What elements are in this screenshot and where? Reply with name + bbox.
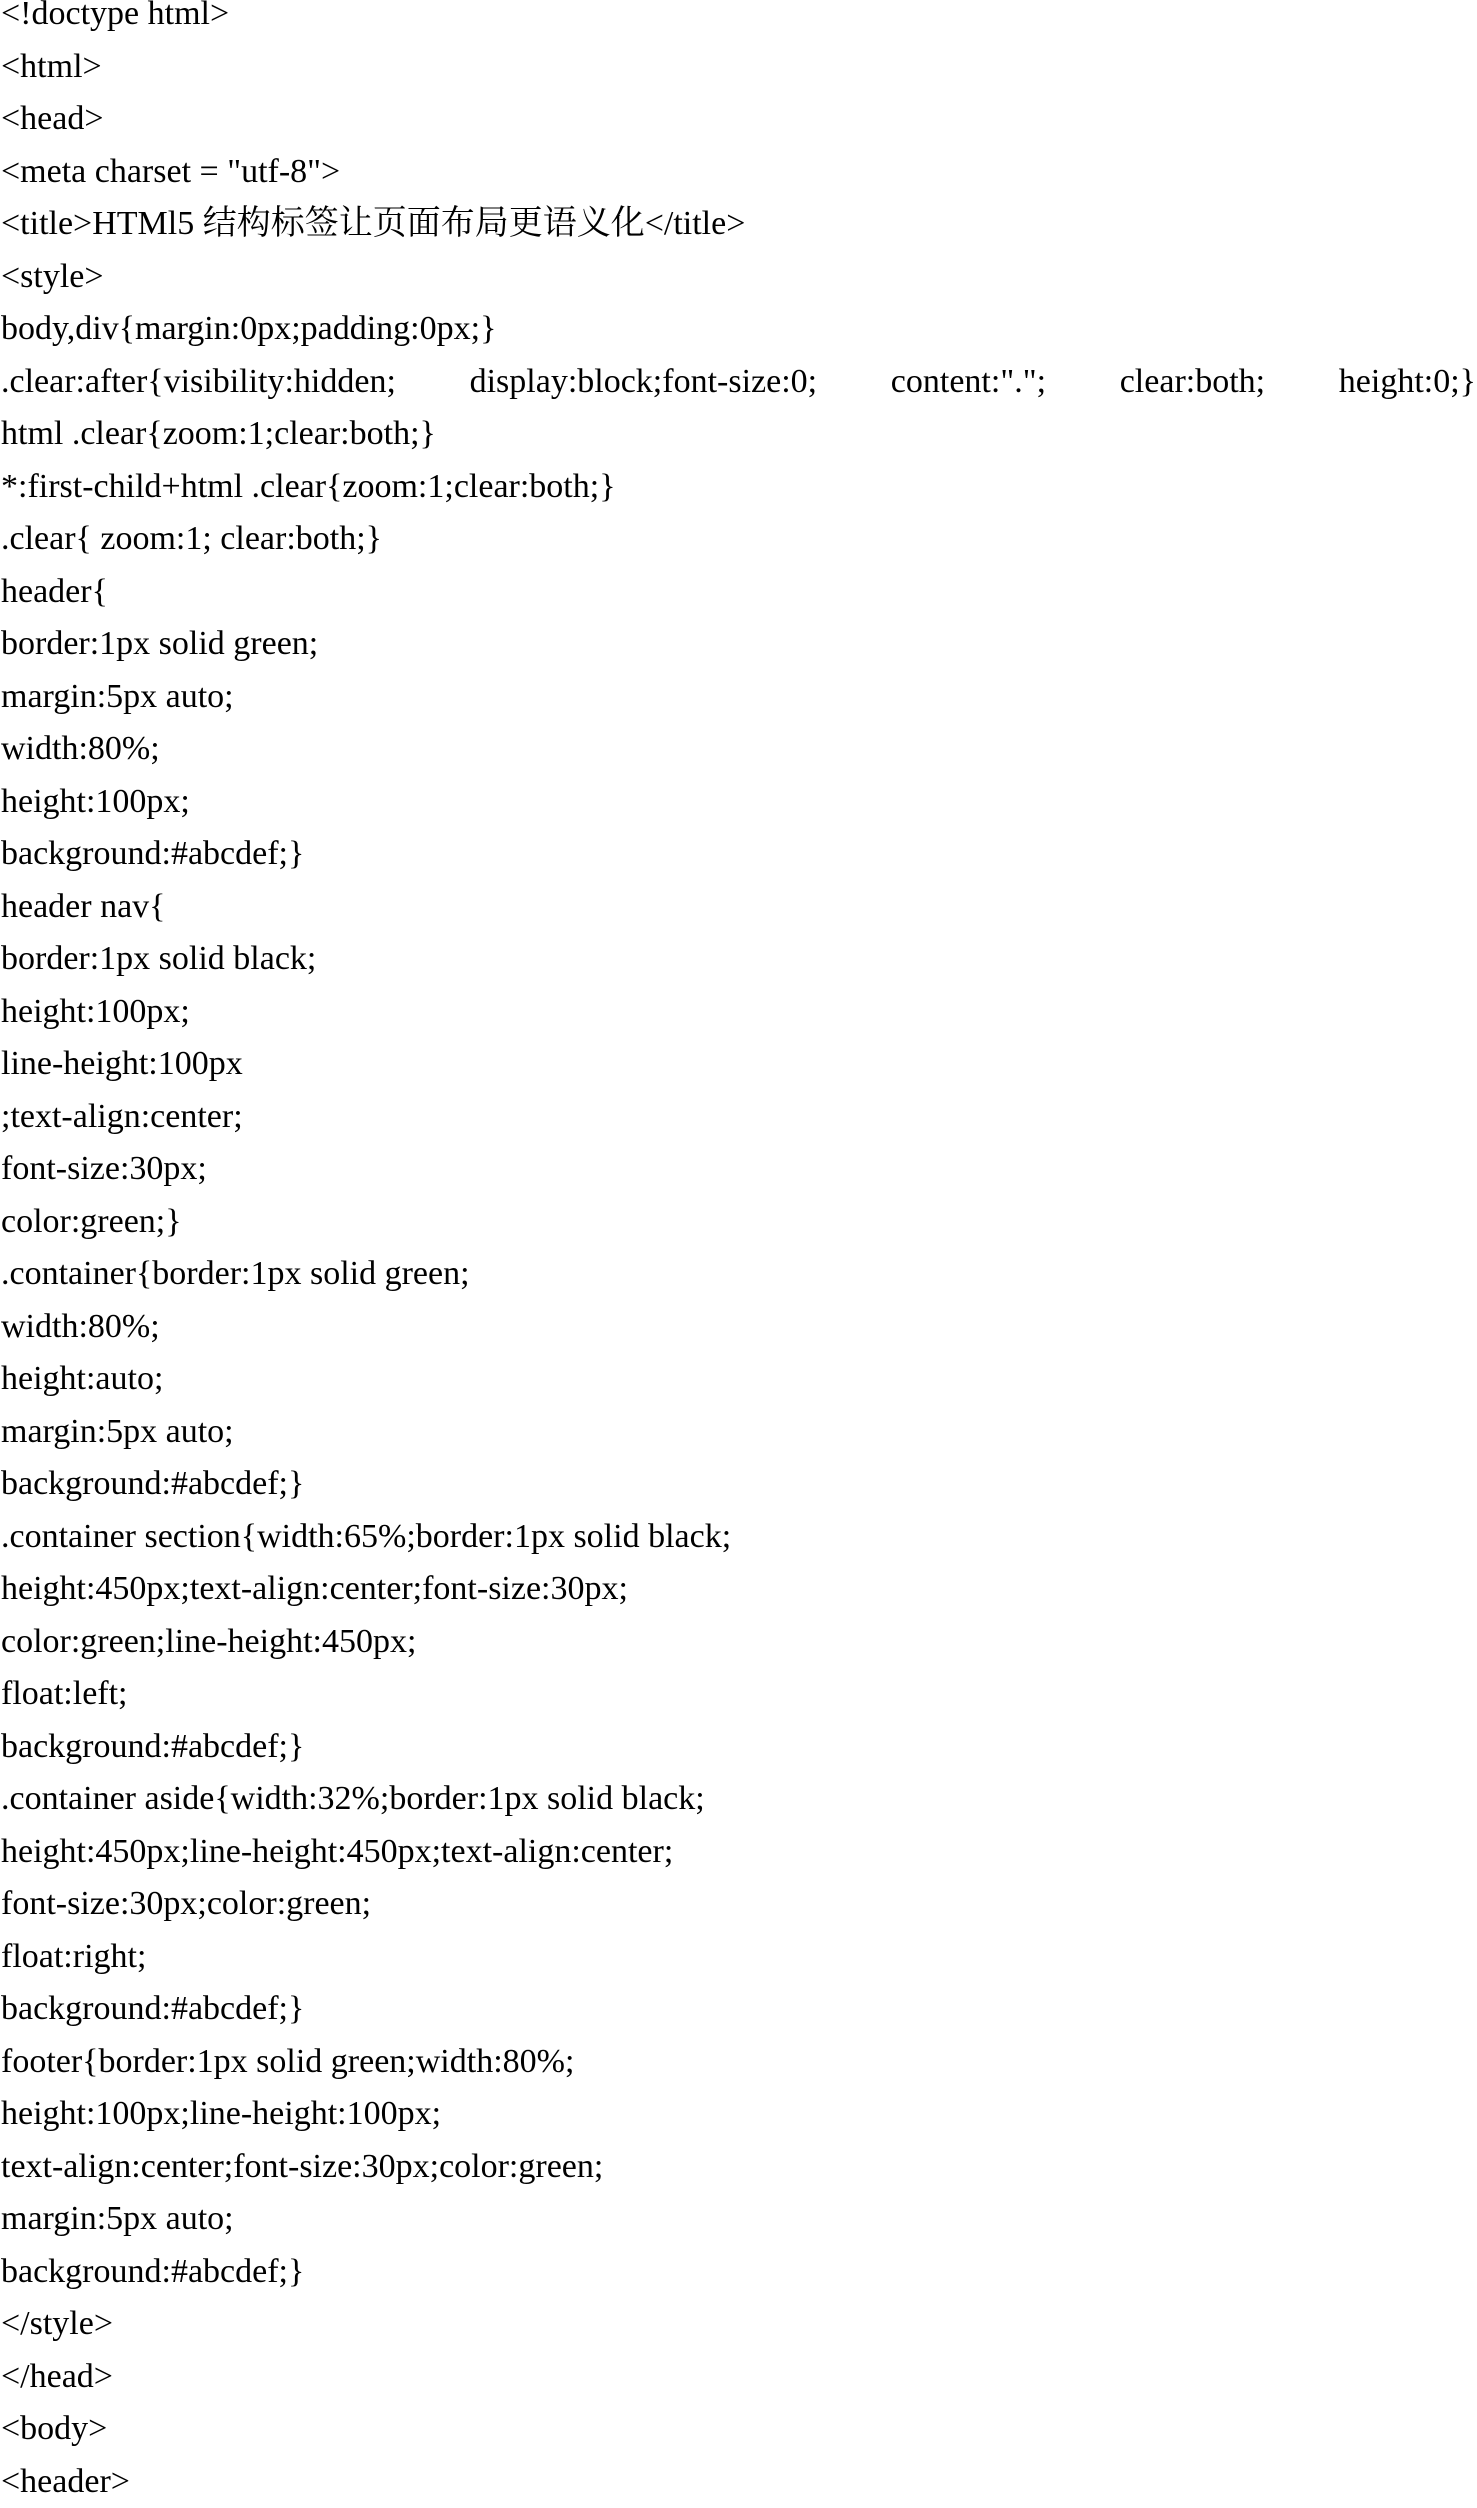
code-line: html .clear{zoom:1;clear:both;} — [0, 408, 1477, 461]
code-line: height:450px;line-height:450px;text-align:center; — [0, 1826, 1477, 1879]
code-line: font-size:30px;color:green; — [0, 1878, 1477, 1931]
code-line: border:1px solid green; — [0, 618, 1477, 671]
code-line: height:100px;line-height:100px; — [0, 2088, 1477, 2141]
code-line-segment: clear:both; — [1120, 356, 1265, 409]
code-line: height:450px;text-align:center;font-size:30px; — [0, 1563, 1477, 1616]
code-line: width:80%; — [0, 723, 1477, 776]
code-line-segment: .clear:after{visibility:hidden; — [1, 356, 396, 409]
code-line: <meta charset = "utf-8"> — [0, 146, 1477, 199]
code-line: margin:5px auto; — [0, 2193, 1477, 2246]
code-line: background:#abcdef;} — [0, 1983, 1477, 2036]
code-line: background:#abcdef;} — [0, 828, 1477, 881]
code-line: ;text-align:center; — [0, 1091, 1477, 1144]
code-line: color:green;} — [0, 1196, 1477, 1249]
code-line: height:100px; — [0, 986, 1477, 1039]
code-line: background:#abcdef;} — [0, 1721, 1477, 1774]
code-line: height:100px; — [0, 776, 1477, 829]
code-line: border:1px solid black; — [0, 933, 1477, 986]
code-line: background:#abcdef;} — [0, 2246, 1477, 2299]
code-line: margin:5px auto; — [0, 671, 1477, 724]
code-line: <html> — [0, 41, 1477, 94]
code-line: .clear{ zoom:1; clear:both;} — [0, 513, 1477, 566]
code-line: .container{border:1px solid green; — [0, 1248, 1477, 1301]
code-line: float:right; — [0, 1931, 1477, 1984]
code-line: font-size:30px; — [0, 1143, 1477, 1196]
code-line-segment: height:0;} — [1339, 356, 1476, 409]
code-line: .container section{width:65%;border:1px solid black; — [0, 1511, 1477, 1564]
code-line: footer{border:1px solid green;width:80%; — [0, 2036, 1477, 2089]
code-line: float:left; — [0, 1668, 1477, 1721]
code-line: header nav{ — [0, 881, 1477, 934]
code-line: <body> — [0, 2403, 1477, 2456]
code-line: <head> — [0, 93, 1477, 146]
code-line: <style> — [0, 251, 1477, 304]
code-line: width:80%; — [0, 1301, 1477, 1354]
code-line: body,div{margin:0px;padding:0px;} — [0, 303, 1477, 356]
code-line: </head> — [0, 2351, 1477, 2404]
code-line: <header> — [0, 2456, 1477, 2508]
code-line: *:first-child+html .clear{zoom:1;clear:both;} — [0, 461, 1477, 514]
code-line: <!doctype html> — [0, 0, 1477, 41]
code-line-segment: display:block;font-size:0; — [470, 356, 818, 409]
code-line: header{ — [0, 566, 1477, 619]
code-line: </style> — [0, 2298, 1477, 2351]
code-line: margin:5px auto; — [0, 1406, 1477, 1459]
code-line — [0, 356, 1476, 409]
code-line: background:#abcdef;} — [0, 1458, 1477, 1511]
code-line: line-height:100px — [0, 1038, 1477, 1091]
code-line: <title>HTMl5 结构标签让页面布局更语义化</title> — [0, 198, 1477, 251]
code-line: text-align:center;font-size:30px;color:green; — [0, 2141, 1477, 2194]
code-line: color:green;line-height:450px; — [0, 1616, 1477, 1669]
code-line-segment: content:"."; — [891, 356, 1046, 409]
code-line: height:auto; — [0, 1353, 1477, 1406]
code-line: .container aside{width:32%;border:1px solid black; — [0, 1773, 1477, 1826]
